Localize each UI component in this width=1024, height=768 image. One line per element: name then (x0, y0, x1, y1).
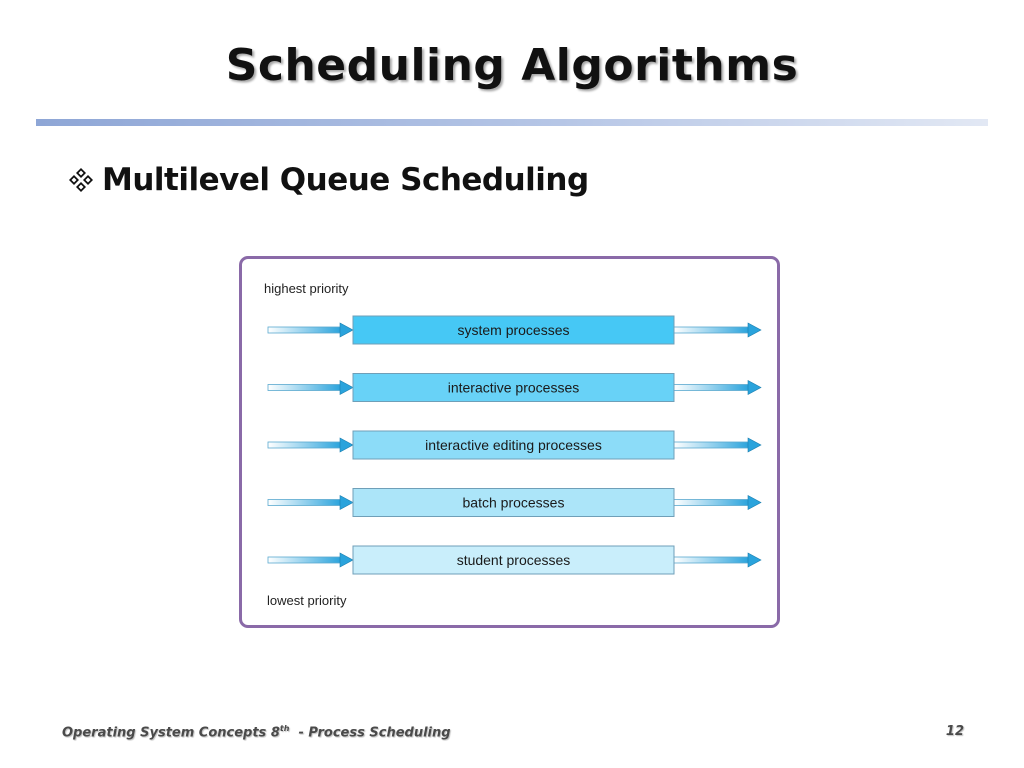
incoming-arrow (268, 381, 353, 395)
queue-label: system processes (457, 322, 570, 338)
queue-label: student processes (456, 552, 571, 568)
four-diamond-bullet-icon (66, 165, 96, 195)
footer-course: Operating System Concepts 8 (62, 725, 280, 741)
incoming-arrow (268, 496, 353, 510)
outgoing-arrow (674, 438, 761, 452)
multilevel-queue-diagram (239, 256, 780, 628)
queue-label: interactive editing processes (425, 437, 602, 453)
page-number: 12 (945, 724, 964, 739)
incoming-arrow (268, 438, 353, 452)
incoming-arrow (268, 323, 353, 337)
incoming-arrow (268, 553, 353, 567)
footer-superscript: th (279, 724, 290, 733)
queue-stack (242, 259, 777, 625)
bullet-item (66, 162, 589, 198)
footer-topic: - Process Scheduling (289, 725, 451, 741)
outgoing-arrow (674, 553, 761, 567)
outgoing-arrow (674, 381, 761, 395)
highest-priority-label: highest priority (264, 281, 349, 296)
queue-label: interactive processes (447, 379, 580, 396)
queue-label: batch processes (462, 494, 565, 511)
outgoing-arrow (674, 496, 761, 510)
outgoing-arrow (674, 323, 761, 337)
lowest-priority-label: lowest priority (267, 593, 347, 608)
footer-course-title (62, 724, 451, 740)
slide-title: Scheduling Algorithms (225, 40, 799, 91)
title-divider (36, 119, 988, 126)
bullet-text: Multilevel Queue Scheduling (102, 162, 589, 198)
